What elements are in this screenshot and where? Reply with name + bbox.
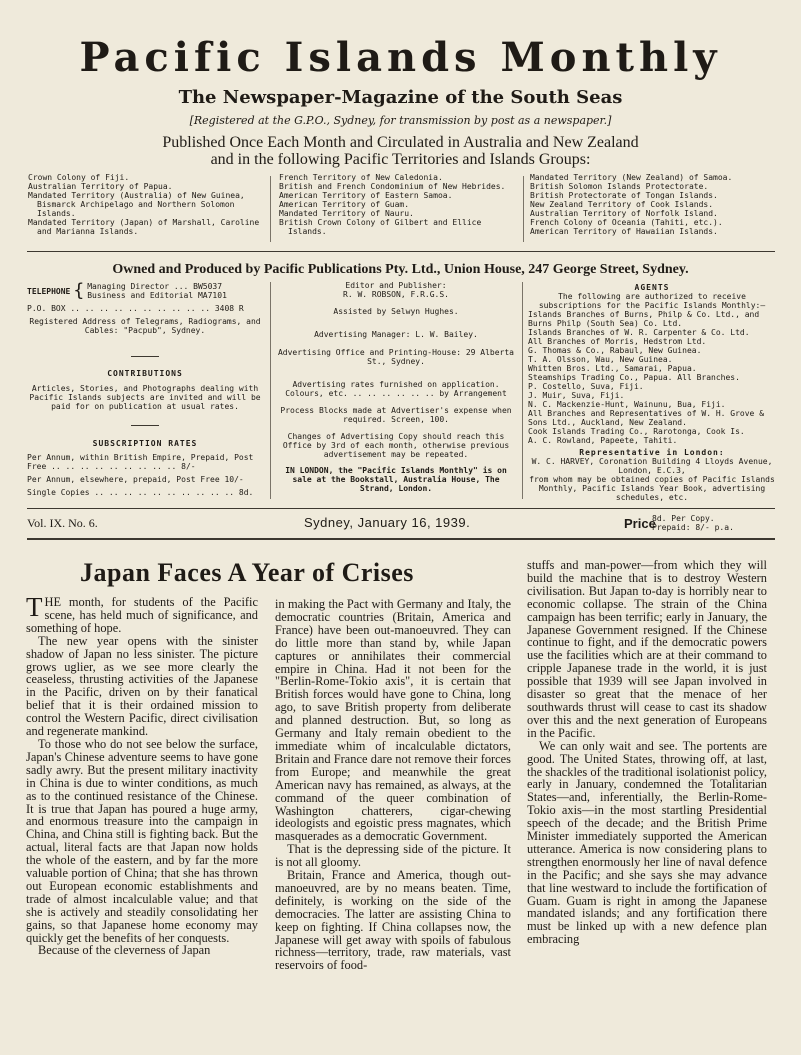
section-rule bbox=[27, 251, 775, 252]
registered-address: Registered Address of Telegrams, Radiograms, and Cables: "Pacpub", Sydney. bbox=[29, 317, 261, 335]
article-paragraph: Because of the cleverness of Japan bbox=[38, 943, 211, 958]
telephone-line: Business and Editorial MA7101 bbox=[87, 291, 227, 300]
london-representative-heading: Representative in London: bbox=[579, 448, 725, 457]
agent-item: T. A. Olsson, Wau, New Guinea. bbox=[528, 355, 673, 364]
article-paragraph: We can only wait and see. The portents are good. The United States, throwing off, at last, the shackles of the traditional isolationist policy, early in January, condemned the Totalitarian States—and, inferentially, the Berlin-Rome-Tokio axis—in the most startling Presidential speech of the decade; and the British Prime Minister immediately supported the American utterance. America is now considering plans to strengthen enormously her line of naval defence in the Pacific; and she says she may advance that line westward to include the fortification of Guam. Guam is right in among the Japanese mandated islands; and any fortification there must be linked up with a new defence plan embracing bbox=[527, 738, 767, 947]
article-paragraph: The new year opens with the sinister shadow of Japan no less sinister. The picture grows uglier, as we see more clearly the ceaseless, thrusting activities of the Japanese in the Pacific, driven on by their fanatical belief that it is their ordained mission to control the Western Pacific, direct civilisation and regenerate mankind. bbox=[26, 633, 258, 739]
info-divider bbox=[522, 282, 523, 499]
advertising-rates: Advertising rates furnished on application. bbox=[292, 380, 500, 389]
article-paragraph: That is the depressing side of the picture. It is not all gloomy. bbox=[275, 842, 511, 870]
price-line: Prepaid: 8/- p.a. bbox=[652, 523, 734, 532]
article-paragraph: Britain, France and America, though out-manoeuvred, are by no means beaten. Time, definitely, is working on the side of the democracies. The latter are assisting China to keep on fighting. If China collapses now, the Japanese will get away with spoils of fabulous richness—territory, trade, raw materials, vast reservoirs of food- bbox=[275, 868, 511, 973]
article-column-3 bbox=[527, 559, 767, 946]
agent-item: Steamships Trading Co., Papua. All Branches. bbox=[528, 373, 740, 382]
ownership-line: Owned and Produced by Pacific Publications Pty. Ltd., Union House, 247 George Street, Sydney. bbox=[112, 262, 689, 277]
agents-column bbox=[528, 283, 776, 502]
po-box: P.O. BOX .. .. .. .. .. .. .. .. .. .. 3408 R bbox=[27, 304, 244, 313]
price-label: Price bbox=[624, 516, 656, 531]
territories-column-1 bbox=[28, 173, 264, 236]
circulation-line-2: and in the following Pacific Territories and Islands Groups: bbox=[210, 151, 591, 168]
territory-item: British Solomon Islands Protectorate. bbox=[530, 182, 709, 191]
territory-item: American Territory of Guam. bbox=[279, 200, 410, 209]
agent-item: Cook Islands Trading Co., Rarotonga, Cook Is. bbox=[528, 427, 745, 436]
drop-cap: T bbox=[26, 592, 43, 622]
issue-rule-top bbox=[27, 508, 775, 509]
subscription-rate: Per Annum, within British Empire, Prepaid, Post Free .. .. .. .. .. .. .. .. .. 8/- bbox=[27, 453, 254, 471]
editorial-column bbox=[276, 281, 516, 493]
agent-item: All Branches and Representatives of W. H. Grove & Sons Ltd., Auckland, New Zealand. bbox=[528, 409, 765, 427]
agent-item: Whitten Bros. Ltd., Samarai, Papua. bbox=[528, 364, 697, 373]
london-sale-note: IN LONDON, the "Pacific Islands Monthly" is on sale at the Bookstall, Australia House, The Strand, London. bbox=[285, 466, 507, 493]
territory-item: American Territory of Eastern Samoa. bbox=[279, 191, 453, 200]
territory-item: Mandated Territory (New Zealand) of Samoa. bbox=[530, 173, 733, 182]
masthead-subtitle: The Newspaper-Magazine of the South Seas bbox=[178, 87, 623, 108]
agent-item: P. Costello, Suva, Fiji. bbox=[528, 382, 644, 391]
advertising-manager: Advertising Manager: L. W. Bailey. bbox=[314, 330, 478, 339]
agents-intro: The following are authorized to receive subscriptions for the Pacific Islands Monthly:— bbox=[538, 292, 766, 310]
masthead-title: Pacific Islands Monthly bbox=[79, 34, 722, 81]
article-paragraph bbox=[26, 592, 258, 635]
agent-item: N. C. Mackenzie-Hunt, Wainunu, Bua, Fiji. bbox=[528, 400, 726, 409]
london-representative: W. C. HARVEY, Coronation Building 4 Lloyds Avenue, London, E.C.3, bbox=[531, 457, 773, 475]
article-paragraph: stuffs and man-power—from which they will build the machine that is to destroy Western civilisation. But Japan to-day is horribly near to economic collapse. The strain of the China campaign has been terrific; early in January, the Japanese Government resigned. If the Chinese continue to fight, and if the democratic powers use the facilities which are at their command to cripple Japanese trade in the world, it is just possible that 1939 will see Japan involved in disaster so great that the menace of her southwards thrust will cease to cast its shadow over this and the next generation of Europeans in the Pacific. bbox=[527, 558, 767, 740]
territory-item: Australian Territory of Papua. bbox=[28, 182, 173, 191]
subscription-heading: SUBSCRIPTION RATES bbox=[92, 439, 198, 448]
volume-number: Vol. IX. No. 6. bbox=[27, 516, 98, 530]
territories-divider bbox=[523, 176, 524, 242]
agent-item: J. Muir, Suva, Fiji. bbox=[528, 391, 625, 400]
territory-item: British Protectorate of Tongan Islands. bbox=[530, 191, 718, 200]
territory-item: Mandated Territory (Australia) of New Guinea, Bismarck Archipelago and Northern Solomon Islands. bbox=[28, 191, 245, 218]
copy-changes-note: Changes of Advertising Copy should reach this Office by 3rd of each month, otherwise previous advertisement may be repeated. bbox=[282, 432, 510, 459]
telephone-label: TELEPHONE bbox=[27, 286, 71, 296]
issue-rule-bottom bbox=[27, 538, 775, 540]
subscription-rate: Single Copies .. .. .. .. .. .. .. .. .. .. 8d. bbox=[27, 488, 254, 497]
agent-item: Islands Branches of W. R. Carpenter & Co. Ltd. bbox=[528, 328, 750, 337]
territories-column-2 bbox=[279, 173, 515, 236]
territories-column-3 bbox=[530, 173, 775, 236]
circulation-line-1: Published Once Each Month and Circulated in Australia and New Zealand bbox=[162, 134, 639, 151]
territories-divider bbox=[270, 176, 271, 242]
article-column-1 bbox=[26, 592, 258, 958]
registration-note: [Registered at the G.P.O., Sydney, for transmission by post as a newspaper.] bbox=[189, 114, 612, 127]
agent-item: G. Thomas & Co., Rabaul, New Guinea. bbox=[528, 346, 702, 355]
contributions-text: Articles, Stories, and Photographs dealing with Pacific Islands subjects are invited and will be paid for on publication at usual rates. bbox=[29, 384, 261, 411]
agent-item: A. C. Rowland, Papeete, Tahiti. bbox=[528, 436, 678, 445]
advertising-office: Advertising Office and Printing-House: 29 Alberta St., Sydney. bbox=[277, 348, 514, 366]
contributions-heading: CONTRIBUTIONS bbox=[107, 369, 183, 378]
colours-note: Colours, etc. .. .. .. .. .. .. by Arrangement bbox=[285, 389, 507, 398]
territory-item: French Territory of New Caledonia. bbox=[279, 173, 443, 182]
territory-item: British Crown Colony of Gilbert and Ellice Islands. bbox=[279, 218, 482, 236]
info-divider bbox=[270, 282, 271, 499]
territory-item: Mandated Territory of Nauru. bbox=[279, 209, 414, 218]
issue-date: Sydney, January 16, 1939. bbox=[304, 515, 471, 530]
article-paragraph: in making the Pact with Germany and Italy, the democratic countries (Britain, America and France) have been out-manoeuvred. They can do little more than stand by, while Japan captures or annihilates their commercial empire in China. Had it not been for the "Berlin-Rome-Tokio axis", it is certain that British forces would have gone to China, long ago, to save British property from deliberate and planned destruction. But, so long as Germany and Italy remain obedient to the immediate whim of incalculable dictators, Britain and France dare not remove their forces from Europe; and meanwhile the great American navy has remained, as always, at the command of the queer combination of Washington chatterers, cigar-chewing ideologists and egoistic press magnates, which masquerades as a democratic Government. bbox=[275, 597, 511, 844]
agent-item: Islands Branches of Burns, Philp & Co. Ltd., and Burns Philp (South Sea) Co. Ltd. bbox=[528, 310, 760, 328]
article-headline: Japan Faces A Year of Crises bbox=[80, 558, 414, 587]
territory-item: British and French Condominium of New Hebrides. bbox=[279, 182, 506, 191]
subscription-rate: Per Annum, elsewhere, prepaid, Post Free 10/- bbox=[27, 475, 244, 484]
price-line: 8d. Per Copy. bbox=[652, 514, 715, 523]
territory-item: Australian Territory of Norfolk Island. bbox=[530, 209, 718, 218]
assisted-by: Assisted by Selwyn Hughes. bbox=[333, 307, 459, 316]
editor-name: R. W. ROBSON, F.R.G.S. bbox=[343, 290, 449, 299]
article-paragraph-text: HE month, for students of the Pacific scene, has held much of significance, and something of hope. bbox=[26, 595, 258, 635]
article-column-2 bbox=[275, 598, 511, 972]
territory-item: American Territory of Hawaiian Islands. bbox=[530, 227, 718, 236]
london-representative-note: from whom may be obtained copies of Pacific Islands Monthly, Pacific Islands Year Book, advertising schedules, etc. bbox=[529, 475, 775, 502]
circulation-statement bbox=[0, 134, 801, 168]
territory-item: New Zealand Territory of Cook Islands. bbox=[530, 200, 714, 209]
price-details bbox=[652, 514, 734, 532]
territory-item: Mandated Territory (Japan) of Marshall, Caroline and Marianna Islands. bbox=[28, 218, 260, 236]
territory-item: Crown Colony of Fiji. bbox=[28, 173, 130, 182]
process-blocks-note: Process Blocks made at Advertiser's expense when required. Screen, 100. bbox=[280, 406, 512, 424]
article-paragraph: To those who do not see below the surface, Japan's Chinese adventure seems to have gone sadly awry. But the present military inactivity in China is due to winter conditions, as much as to the continued resistance of the Chinese. It is true that Japan has poured a huge army, and enormous treasure into the campaign in China, and China still is fighting back. But the actual, literal facts are that Japan now holds the whole of the eastern, and by far the more valuable portion of China; that she has thrown out European economic establishments and trade of almost incalculable value; and that she is actively and steadily consolidating her gains, so that Japanese home economy may quickly get the benefits of her conquests. bbox=[26, 736, 258, 945]
territory-item: French Colony of Oceania (Tahiti, etc.). bbox=[530, 218, 723, 227]
agent-item: All Branches of Morris, Hedstrom Ltd. bbox=[528, 337, 707, 346]
contact-column: TELEPHONE { Managing Director ... BW5037 Business and Editorial MA7101 P.O. BOX .. .. .. .. .. .. .. .. .. .. 3408 R Registered Address of Telegrams, Radiograms, and Cables: "Pacpub", Sydney. CONTRIBUTIONS Articles, Stories, and Photographs dealing with Pacific Islands subjects are invited and will be paid for on publication at usual rates. SUBSCRIPTION RATES Per Annum, within British Empire, Prepaid, Post Free .. .. .. .. .. .. .. .. .. 8/- Per Annum, elsewhere, prepaid, Post Free 10/- Single Copies .. .. .. .. .. .. .. .. .. .. 8d. bbox=[27, 282, 263, 497]
editor-label: Editor and Publisher: bbox=[345, 281, 447, 290]
agents-heading: AGENTS bbox=[634, 283, 670, 292]
telephone-line: Managing Director ... BW5037 bbox=[87, 282, 223, 291]
